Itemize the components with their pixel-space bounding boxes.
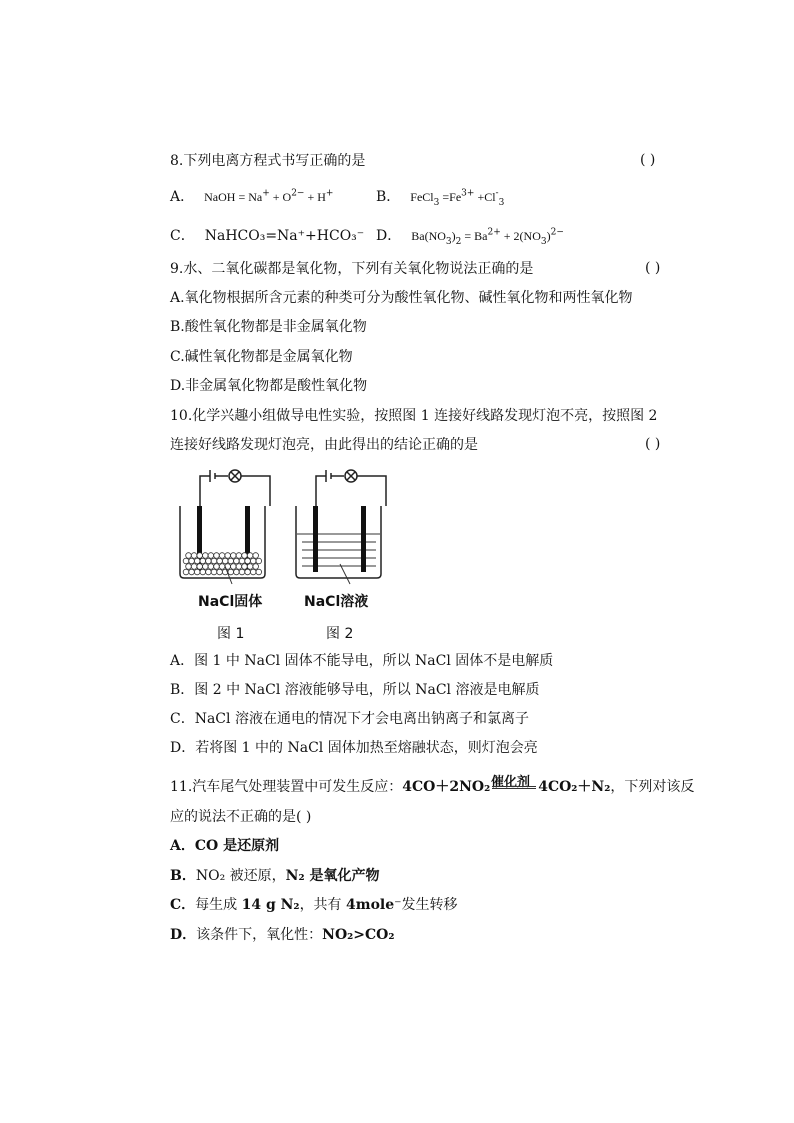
q10-option-a: A．图 1 中 NaCl 固体不能导电，所以 NaCl 固体不是电解质 — [170, 653, 554, 669]
nacl-particle — [191, 564, 197, 570]
nacl-particle — [189, 569, 195, 575]
nacl-particle — [239, 569, 245, 575]
reaction-arrow-icon — [492, 786, 536, 789]
nacl-particle — [236, 553, 242, 559]
nacl-particle — [197, 553, 203, 559]
nacl-particle — [208, 553, 214, 559]
q8-stem: 8.下列电离方程式书写正确的是 — [170, 153, 366, 169]
nacl-particle — [253, 553, 259, 559]
fig2-electrode-right — [361, 506, 366, 572]
nacl-particle — [247, 553, 253, 559]
q11-option-b: B．NO₂ 被还原，N₂ 是氧化产物 — [170, 868, 380, 884]
nacl-particle — [203, 564, 209, 570]
q11-option-a: A．CO 是还原剂 — [170, 838, 280, 854]
fig1-label: NaCl固体 — [198, 594, 263, 610]
nacl-particle — [245, 558, 251, 564]
nacl-particle — [197, 564, 203, 570]
nacl-particle — [214, 564, 220, 570]
nacl-particle — [219, 564, 225, 570]
nacl-particle — [228, 569, 234, 575]
nacl-particle — [256, 558, 262, 564]
q11-stem-line1: 11.汽车尾气处理装置中可发生反应：4CO＋2NO₂ 4CO₂＋N₂，下列对该反 — [170, 779, 695, 795]
nacl-particle — [225, 553, 231, 559]
q9-stem: 9.水、二氧化碳都是氧化物，下列有关氧化物说法正确的是 — [170, 261, 534, 277]
fig1-nacl-solid — [183, 553, 261, 575]
q11-option-c: C．每生成 14 g N₂，共有 4mole⁻发生转移 — [170, 897, 458, 913]
nacl-particle — [194, 558, 200, 564]
nacl-particle — [222, 558, 228, 564]
nacl-particle — [186, 553, 192, 559]
q8-option-b: B． FeCl$_3$ $=Fe^{3+} +Cl^-_3$ — [376, 188, 505, 208]
nacl-particle — [236, 564, 242, 570]
nacl-particle — [231, 553, 237, 559]
nacl-particle — [253, 564, 259, 570]
nacl-particle — [206, 558, 212, 564]
nacl-particle — [217, 558, 223, 564]
conductivity-figure — [170, 466, 410, 642]
nacl-particle — [206, 569, 212, 575]
nacl-particle — [211, 569, 217, 575]
nacl-particle — [228, 558, 234, 564]
q10-answer-bracket: ( ) — [645, 436, 661, 452]
nacl-particle — [200, 569, 206, 575]
nacl-particle — [250, 558, 256, 564]
q11-stem-line2: 应的说法不正确的是( ) — [170, 809, 312, 825]
nacl-particle — [214, 553, 220, 559]
q8-option-d: D． $Ba(NO_3)_2 = Ba^{2+} + 2(NO_3)^{2-}$ — [376, 227, 564, 247]
nacl-particle — [194, 569, 200, 575]
q9-option-d: D.非金属氧化物都是酸性氧化物 — [170, 378, 368, 394]
q8-option-a: A． NaOH = $Na^+ + O^{2-} + H^+$ — [170, 188, 334, 205]
fig1-caption: 图 1 — [217, 626, 245, 642]
nacl-particle — [247, 564, 253, 570]
q10-stem-line1: 10.化学兴趣小组做导电性实验，按照图 1 连接好线路发现灯泡不亮，按照图 2 — [170, 408, 658, 424]
q8-option-c: C． NaHCO₃=Na⁺+HCO₃⁻ — [170, 228, 365, 244]
nacl-particle — [211, 558, 217, 564]
q9-answer-bracket: ( ) — [645, 260, 661, 276]
nacl-particle — [256, 569, 262, 575]
fig2-caption: 图 2 — [326, 626, 354, 642]
nacl-particle — [234, 558, 240, 564]
nacl-particle — [242, 553, 248, 559]
q10-option-d: D．若将图 1 中的 NaCl 固体加热至熔融状态，则灯泡会亮 — [170, 740, 538, 756]
nacl-particle — [186, 564, 192, 570]
catalyst-label: 催化剂 — [491, 775, 531, 790]
q10-option-c: C．NaCl 溶液在通电的情况下才会电离出钠离子和氯离子 — [170, 711, 529, 727]
nacl-particle — [219, 553, 225, 559]
nacl-particle — [183, 558, 189, 564]
q8-answer-bracket: ( ) — [640, 152, 656, 168]
q11-option-d: D．该条件下，氧化性：NO₂>CO₂ — [170, 927, 395, 943]
nacl-particle — [239, 558, 245, 564]
q10-stem-line2: 连接好线路发现灯泡亮，由此得出的结论正确的是 — [170, 437, 478, 453]
fig2-electrode-left — [313, 506, 318, 572]
nacl-particle — [203, 553, 209, 559]
fig2-label: NaCl溶液 — [304, 594, 369, 610]
nacl-particle — [231, 564, 237, 570]
nacl-particle — [200, 558, 206, 564]
nacl-particle — [250, 569, 256, 575]
q9-option-b: B.酸性氧化物都是非金属氧化物 — [170, 319, 367, 335]
nacl-particle — [208, 564, 214, 570]
nacl-particle — [234, 569, 240, 575]
nacl-particle — [242, 564, 248, 570]
nacl-particle — [189, 558, 195, 564]
fig2-circuit — [296, 470, 386, 578]
q9-option-c: C.碱性氧化物都是金属氧化物 — [170, 349, 353, 365]
nacl-particle — [245, 569, 251, 575]
nacl-particle — [217, 569, 223, 575]
nacl-particle — [191, 553, 197, 559]
q9-option-a: A.氧化物根据所含元素的种类可分为酸性氧化物、碱性氧化物和两性氧化物 — [170, 290, 633, 306]
fig2-nacl-solution — [297, 534, 380, 566]
nacl-particle — [183, 569, 189, 575]
conductivity-apparatus-diagram — [170, 466, 410, 586]
q10-option-b: B．图 2 中 NaCl 溶液能够导电，所以 NaCl 溶液是电解质 — [170, 682, 540, 698]
